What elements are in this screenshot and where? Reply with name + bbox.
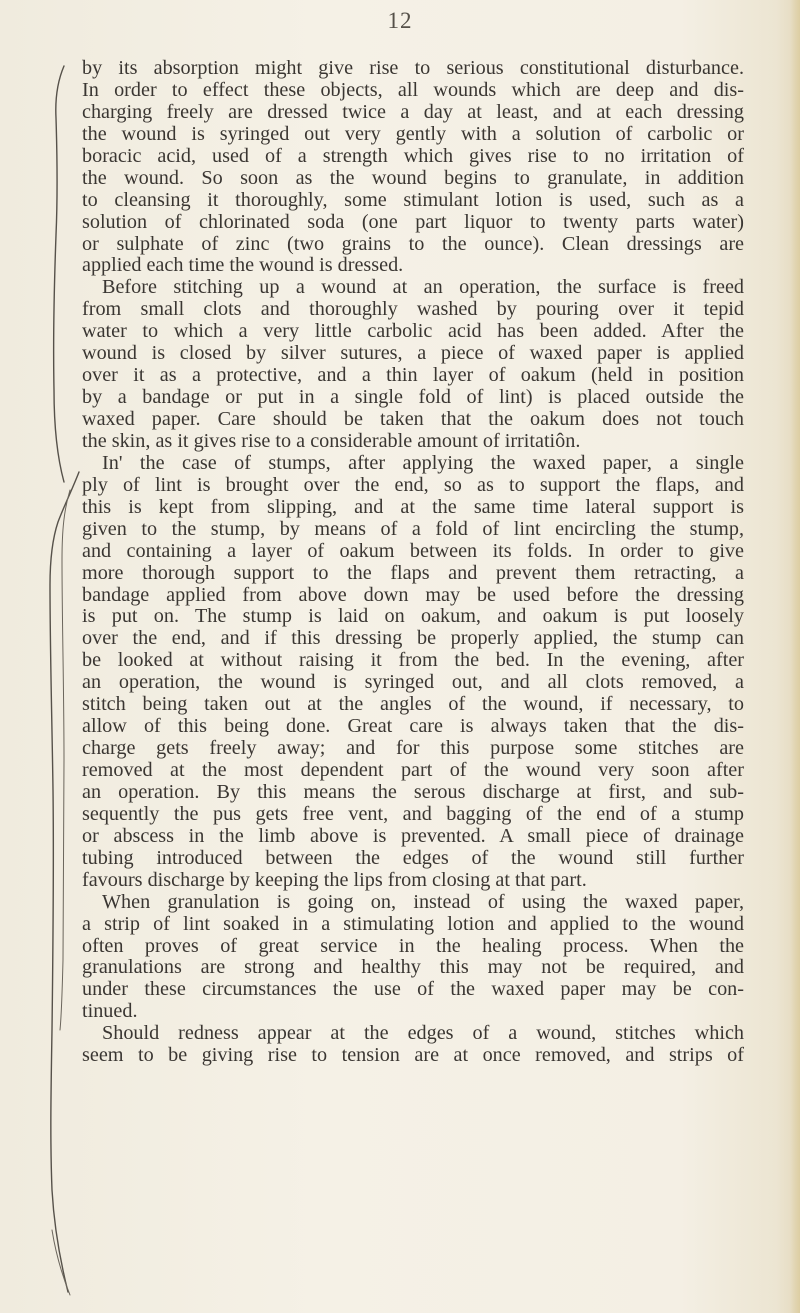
text-line: sequently the pus gets free vent, and bagging of the end of a stump: [82, 802, 744, 825]
text-line: waxed paper. Care should be taken that the oakum does not touch: [82, 408, 744, 430]
text-line: boracic acid, used of a strength which gives rise to no irritation of: [82, 144, 744, 167]
text-line: over the end, and if this dressing be properly applied, the stump can: [82, 627, 744, 650]
body-text: [82, 58, 744, 1067]
text-line: an operation, the wound is syringed out, and all clots removed, a: [82, 671, 744, 694]
margin-mark-second-section: [50, 472, 79, 1292]
paragraph-granulation: [82, 892, 744, 1024]
text-line: seem to be giving rise to tension are at once removed, and strips of: [82, 1044, 744, 1067]
paragraph-stumps: [82, 453, 744, 892]
text-line: under these circumstances the use of the waxed paper may be con-: [82, 978, 744, 1001]
text-line: removed at the most dependent part of the wound very soon after: [82, 759, 744, 781]
text-line: over it as a protective, and a thin layer of oakum (held in position: [82, 364, 744, 387]
text-line: often proves of great service in the healing process. When the: [82, 934, 744, 957]
text-line: solution of chlorinated soda (one part liquor to twenty parts water): [82, 210, 744, 233]
text-line: ply of lint is brought over the end, so as to support the flaps, and: [82, 473, 744, 496]
text-line: wound is closed by silver sutures, a piece of waxed paper is applied: [82, 342, 744, 365]
paragraph-dressing-wounds: [82, 58, 744, 277]
paragraph-stitching: [82, 277, 744, 453]
text-line: When granulation is going on, instead of using the waxed paper,: [102, 890, 744, 913]
text-line: the wound is syringed out very gently with a solution of carbolic or: [82, 122, 744, 145]
text-line: or abscess in the limb above is prevented. A small piece of drainage: [82, 824, 744, 847]
text-line: allow of this being done. Great care is always taken that the dis-: [82, 715, 744, 738]
text-line: bandage applied from above down may be used before the dressing: [82, 583, 744, 606]
text-line: In' the case of stumps, after applying the waxed paper, a single: [102, 451, 744, 474]
text-line: granulations are strong and healthy this may not be required, and: [82, 956, 744, 979]
text-line: tubing introduced between the edges of the wound still further: [82, 846, 744, 869]
margin-mark-inner-line: [60, 490, 70, 1030]
margin-mark-first-section: [54, 66, 64, 482]
text-line: by a bandage or put in a single fold of lint) is placed outside the: [82, 386, 744, 409]
text-line: In order to effect these objects, all wounds which are deep and dis-: [82, 78, 744, 101]
text-line: a strip of lint soaked in a stimulating lotion and applied to the wound: [82, 912, 744, 935]
page-number: 12: [387, 8, 413, 33]
text-line: by its absorption might give rise to serious constitutional disturbance.: [82, 57, 744, 79]
text-line: charging freely are dressed twice a day at least, and at each dressing: [82, 100, 744, 123]
text-line: be looked at without raising it from the bed. In the evening, after: [82, 649, 744, 672]
text-line: to cleansing it thoroughly, some stimulant lotion is used, such as a: [82, 188, 744, 211]
text-line: from small clots and thoroughly washed by pouring over it tepid: [82, 298, 744, 321]
text-line: Before stitching up a wound at an operation, the surface is freed: [102, 276, 744, 299]
text-line: applied each time the wound is dressed.: [82, 254, 404, 277]
text-line: and containing a layer of oakum between its folds. In order to give: [82, 539, 744, 562]
text-line: an operation. By this means the serous discharge at first, and sub-: [82, 780, 744, 803]
paragraph-redness: [82, 1023, 744, 1067]
text-line: more thorough support to the flaps and prevent them retracting, a: [82, 561, 744, 584]
text-line: charge gets freely away; and for this purpose some stitches are: [82, 737, 744, 760]
text-line: tinued.: [82, 1000, 138, 1023]
text-line: given to the stump, by means of a fold of lint encircling the stump,: [82, 517, 744, 540]
text-line: Should redness appear at the edges of a wound, stitches which: [102, 1022, 744, 1045]
text-line: the skin, as it gives rise to a considerable amount of irritatiôn.: [82, 429, 581, 452]
text-line: this is kept from slipping, and at the same time lateral support is: [82, 495, 744, 518]
text-line: stitch being taken out at the angles of the wound, if necessary, to: [82, 693, 744, 716]
text-line: water to which a very little carbolic acid has been added. After the: [82, 320, 744, 343]
text-line: or sulphate of zinc (two grains to the ounce). Clean dressings are: [82, 232, 744, 255]
text-line: the wound. So soon as the wound begins to granulate, in addition: [82, 166, 744, 189]
text-line: favours discharge by keeping the lips from closing at that part.: [82, 868, 587, 891]
text-line: is put on. The stump is laid on oakum, and oakum is put loosely: [82, 605, 744, 628]
